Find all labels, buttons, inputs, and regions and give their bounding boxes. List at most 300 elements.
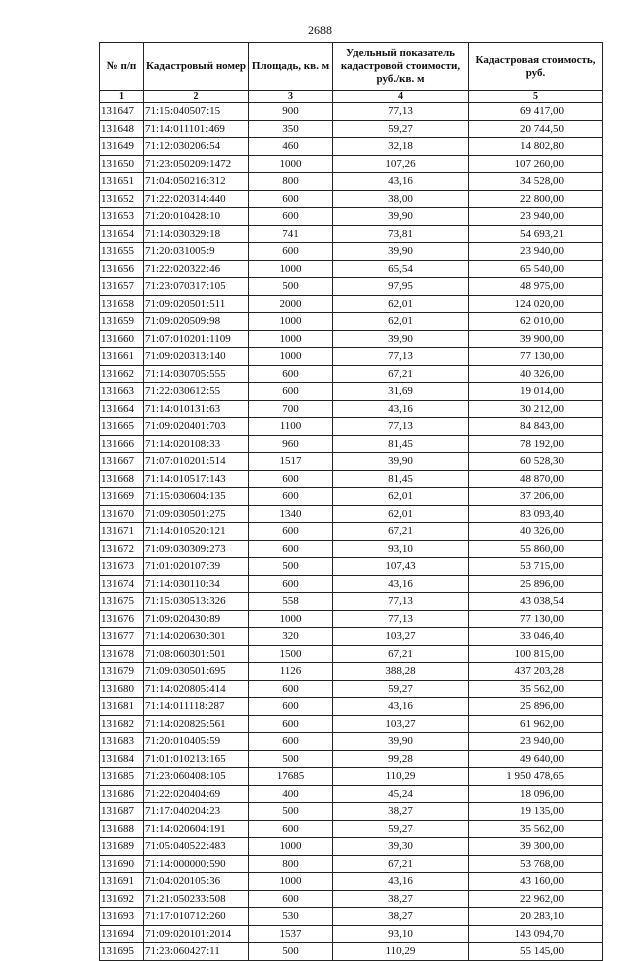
unit-value-cell: 38,27 <box>333 803 469 821</box>
table-row <box>100 400 603 418</box>
table-row <box>100 855 603 873</box>
area-cell: 600 <box>249 715 333 733</box>
unit-value-cell: 39,90 <box>333 243 469 261</box>
area-cell: 17685 <box>249 768 333 786</box>
cadastral-value-cell: 43 038,54 <box>469 593 603 611</box>
unit-value-cell: 39,90 <box>333 330 469 348</box>
table-row <box>100 925 603 943</box>
header-area: Площадь, кв. м <box>249 43 333 91</box>
area-cell: 1000 <box>249 610 333 628</box>
area-cell: 700 <box>249 400 333 418</box>
cadastral-number-cell: 71:14:030705:555 <box>144 365 249 383</box>
cadastral-value-cell: 49 640,00 <box>469 750 603 768</box>
area-cell: 600 <box>249 488 333 506</box>
unit-value-cell: 110,29 <box>333 768 469 786</box>
table-row <box>100 575 603 593</box>
cadastral-number-cell: 71:09:020501:511 <box>144 295 249 313</box>
area-cell: 960 <box>249 435 333 453</box>
row-number-cell: 131680 <box>100 680 144 698</box>
table-row <box>100 610 603 628</box>
row-number-cell: 131656 <box>100 260 144 278</box>
cadastral-number-cell: 71:09:020509:98 <box>144 313 249 331</box>
cadastral-number-cell: 71:15:030513:326 <box>144 593 249 611</box>
cadastral-number-cell: 71:07:010201:514 <box>144 453 249 471</box>
area-cell: 500 <box>249 278 333 296</box>
unit-value-cell: 388,28 <box>333 663 469 681</box>
cadastral-value-cell: 48 975,00 <box>469 278 603 296</box>
unit-value-cell: 38,00 <box>333 190 469 208</box>
cadastral-number-cell: 71:09:020401:703 <box>144 418 249 436</box>
cadastral-number-cell: 71:20:010405:59 <box>144 733 249 751</box>
table-row <box>100 558 603 576</box>
cadastral-value-cell: 65 540,00 <box>469 260 603 278</box>
table-row <box>100 225 603 243</box>
row-number-cell: 131694 <box>100 925 144 943</box>
unit-value-cell: 73,81 <box>333 225 469 243</box>
cadastral-value-cell: 34 528,00 <box>469 173 603 191</box>
area-cell: 1000 <box>249 313 333 331</box>
row-number-cell: 131648 <box>100 120 144 138</box>
table-row <box>100 663 603 681</box>
area-cell: 558 <box>249 593 333 611</box>
row-number-cell: 131665 <box>100 418 144 436</box>
area-cell: 1537 <box>249 925 333 943</box>
row-number-cell: 131687 <box>100 803 144 821</box>
unit-value-cell: 81,45 <box>333 435 469 453</box>
area-cell: 1000 <box>249 260 333 278</box>
table-row <box>100 365 603 383</box>
cadastral-value-cell: 23 940,00 <box>469 243 603 261</box>
cadastral-number-cell: 71:22:030612:55 <box>144 383 249 401</box>
header-cadastral-value: Кадастровая стоимость, руб. <box>469 43 603 91</box>
row-number-cell: 131688 <box>100 820 144 838</box>
row-number-cell: 131668 <box>100 470 144 488</box>
unit-value-cell: 77,13 <box>333 103 469 121</box>
cadastral-number-cell: 71:22:020322:46 <box>144 260 249 278</box>
cadastral-number-cell: 71:15:030604:135 <box>144 488 249 506</box>
area-cell: 530 <box>249 908 333 926</box>
cadastral-number-cell: 71:09:030501:275 <box>144 505 249 523</box>
area-cell: 600 <box>249 190 333 208</box>
unit-value-cell: 67,21 <box>333 855 469 873</box>
table-row <box>100 785 603 803</box>
area-cell: 500 <box>249 943 333 961</box>
header-unit-value: Удельный показатель кадастровой стоимости, руб./кв. м <box>333 43 469 91</box>
table-row <box>100 348 603 366</box>
row-number-cell: 131685 <box>100 768 144 786</box>
unit-value-cell: 31,69 <box>333 383 469 401</box>
row-number-cell: 131673 <box>100 558 144 576</box>
row-number-cell: 131689 <box>100 838 144 856</box>
cadastral-value-cell: 55 860,00 <box>469 540 603 558</box>
cadastral-number-cell: 71:14:030110:34 <box>144 575 249 593</box>
cadastral-number-cell: 71:23:050209:1472 <box>144 155 249 173</box>
cadastral-value-cell: 23 940,00 <box>469 208 603 226</box>
cadastral-number-cell: 71:22:020314:440 <box>144 190 249 208</box>
area-cell: 500 <box>249 750 333 768</box>
row-number-cell: 131670 <box>100 505 144 523</box>
cadastral-number-cell: 71:14:020630:301 <box>144 628 249 646</box>
area-cell: 500 <box>249 803 333 821</box>
area-cell: 600 <box>249 365 333 383</box>
row-number-cell: 131657 <box>100 278 144 296</box>
table-row <box>100 540 603 558</box>
table-row <box>100 908 603 926</box>
area-cell: 800 <box>249 855 333 873</box>
table-row <box>100 278 603 296</box>
area-cell: 350 <box>249 120 333 138</box>
row-number-cell: 131678 <box>100 645 144 663</box>
unit-value-cell: 62,01 <box>333 488 469 506</box>
cadastral-value-cell: 19 014,00 <box>469 383 603 401</box>
cadastral-value-cell: 77 130,00 <box>469 610 603 628</box>
area-cell: 600 <box>249 383 333 401</box>
row-number-cell: 131677 <box>100 628 144 646</box>
row-number-cell: 131661 <box>100 348 144 366</box>
row-number-cell: 131690 <box>100 855 144 873</box>
table-row <box>100 138 603 156</box>
cadastral-value-table <box>99 42 603 961</box>
area-cell: 1517 <box>249 453 333 471</box>
cadastral-value-cell: 22 800,00 <box>469 190 603 208</box>
cadastral-value-cell: 53 715,00 <box>469 558 603 576</box>
cadastral-number-cell: 71:14:011101:469 <box>144 120 249 138</box>
area-cell: 1000 <box>249 348 333 366</box>
cadastral-value-cell: 37 206,00 <box>469 488 603 506</box>
unit-value-cell: 43,16 <box>333 575 469 593</box>
cadastral-value-cell: 30 212,00 <box>469 400 603 418</box>
cadastral-number-cell: 71:04:050216:312 <box>144 173 249 191</box>
table-row <box>100 750 603 768</box>
unit-value-cell: 107,43 <box>333 558 469 576</box>
unit-value-cell: 59,27 <box>333 820 469 838</box>
table-header-row <box>100 43 603 91</box>
area-cell: 1000 <box>249 155 333 173</box>
header-cadastral-number: Кадастровый номер <box>144 43 249 91</box>
cadastral-number-cell: 71:01:010213:165 <box>144 750 249 768</box>
cadastral-value-cell: 61 962,00 <box>469 715 603 733</box>
unit-value-cell: 77,13 <box>333 418 469 436</box>
row-number-cell: 131695 <box>100 943 144 961</box>
row-number-cell: 131647 <box>100 103 144 121</box>
cadastral-value-cell: 18 096,00 <box>469 785 603 803</box>
cadastral-number-cell: 71:23:060408:105 <box>144 768 249 786</box>
cadastral-value-cell: 19 135,00 <box>469 803 603 821</box>
unit-value-cell: 99,28 <box>333 750 469 768</box>
cadastral-value-cell: 22 962,00 <box>469 890 603 908</box>
unit-value-cell: 43,16 <box>333 400 469 418</box>
cadastral-number-cell: 71:14:020604:191 <box>144 820 249 838</box>
area-cell: 600 <box>249 575 333 593</box>
cadastral-value-cell: 14 802,80 <box>469 138 603 156</box>
unit-value-cell: 38,27 <box>333 890 469 908</box>
table-row <box>100 173 603 191</box>
row-number-cell: 131691 <box>100 873 144 891</box>
unit-value-cell: 45,24 <box>333 785 469 803</box>
unit-value-cell: 77,13 <box>333 593 469 611</box>
unit-value-cell: 107,26 <box>333 155 469 173</box>
table-row <box>100 873 603 891</box>
cadastral-value-cell: 143 094,70 <box>469 925 603 943</box>
cadastral-value-cell: 35 562,00 <box>469 820 603 838</box>
unit-value-cell: 77,13 <box>333 610 469 628</box>
column-number: 1 <box>100 91 144 103</box>
row-number-cell: 131662 <box>100 365 144 383</box>
cadastral-value-cell: 25 896,00 <box>469 698 603 716</box>
row-number-cell: 131684 <box>100 750 144 768</box>
header-row-number: № п/п <box>100 43 144 91</box>
area-cell: 600 <box>249 208 333 226</box>
area-cell: 600 <box>249 243 333 261</box>
cadastral-value-cell: 62 010,00 <box>469 313 603 331</box>
row-number-cell: 131692 <box>100 890 144 908</box>
cadastral-value-cell: 25 896,00 <box>469 575 603 593</box>
table-row <box>100 680 603 698</box>
unit-value-cell: 97,95 <box>333 278 469 296</box>
table-row <box>100 768 603 786</box>
table-row <box>100 418 603 436</box>
table-row <box>100 295 603 313</box>
cadastral-number-cell: 71:14:020825:561 <box>144 715 249 733</box>
cadastral-value-cell: 69 417,00 <box>469 103 603 121</box>
table-row <box>100 243 603 261</box>
area-cell: 600 <box>249 733 333 751</box>
table-row <box>100 523 603 541</box>
cadastral-number-cell: 71:21:050233:508 <box>144 890 249 908</box>
area-cell: 600 <box>249 540 333 558</box>
row-number-cell: 131664 <box>100 400 144 418</box>
area-cell: 1100 <box>249 418 333 436</box>
table-row <box>100 505 603 523</box>
unit-value-cell: 67,21 <box>333 523 469 541</box>
cadastral-number-cell: 71:14:020108:33 <box>144 435 249 453</box>
cadastral-number-cell: 71:01:020107:39 <box>144 558 249 576</box>
row-number-cell: 131651 <box>100 173 144 191</box>
cadastral-number-cell: 71:23:070317:105 <box>144 278 249 296</box>
table-row <box>100 943 603 961</box>
area-cell: 1340 <box>249 505 333 523</box>
unit-value-cell: 65,54 <box>333 260 469 278</box>
table-row <box>100 260 603 278</box>
cadastral-number-cell: 71:09:020313:140 <box>144 348 249 366</box>
cadastral-number-cell: 71:14:011118:287 <box>144 698 249 716</box>
cadastral-value-cell: 20 283,10 <box>469 908 603 926</box>
cadastral-value-cell: 43 160,00 <box>469 873 603 891</box>
table-row <box>100 838 603 856</box>
row-number-cell: 131676 <box>100 610 144 628</box>
cadastral-value-cell: 107 260,00 <box>469 155 603 173</box>
table-row <box>100 190 603 208</box>
row-number-cell: 131653 <box>100 208 144 226</box>
row-number-cell: 131654 <box>100 225 144 243</box>
cadastral-number-cell: 71:05:040522:483 <box>144 838 249 856</box>
row-number-cell: 131655 <box>100 243 144 261</box>
cadastral-number-cell: 71:09:030309:273 <box>144 540 249 558</box>
cadastral-value-cell: 1 950 478,65 <box>469 768 603 786</box>
row-number-cell: 131669 <box>100 488 144 506</box>
cadastral-value-cell: 23 940,00 <box>469 733 603 751</box>
area-cell: 600 <box>249 470 333 488</box>
unit-value-cell: 59,27 <box>333 680 469 698</box>
table-row <box>100 120 603 138</box>
table-row <box>100 593 603 611</box>
cadastral-value-cell: 124 020,00 <box>469 295 603 313</box>
column-number: 2 <box>144 91 249 103</box>
table-row <box>100 715 603 733</box>
unit-value-cell: 59,27 <box>333 120 469 138</box>
unit-value-cell: 62,01 <box>333 505 469 523</box>
unit-value-cell: 67,21 <box>333 365 469 383</box>
unit-value-cell: 32,18 <box>333 138 469 156</box>
cadastral-value-cell: 100 815,00 <box>469 645 603 663</box>
table-row <box>100 803 603 821</box>
cadastral-value-cell: 54 693,21 <box>469 225 603 243</box>
area-cell: 800 <box>249 173 333 191</box>
area-cell: 600 <box>249 820 333 838</box>
cadastral-value-cell: 84 843,00 <box>469 418 603 436</box>
row-number-cell: 131675 <box>100 593 144 611</box>
cadastral-value-cell: 35 562,00 <box>469 680 603 698</box>
row-number-cell: 131649 <box>100 138 144 156</box>
area-cell: 400 <box>249 785 333 803</box>
area-cell: 500 <box>249 558 333 576</box>
unit-value-cell: 103,27 <box>333 628 469 646</box>
table-row <box>100 208 603 226</box>
row-number-cell: 131663 <box>100 383 144 401</box>
cadastral-value-cell: 77 130,00 <box>469 348 603 366</box>
table-body <box>100 103 603 961</box>
row-number-cell: 131660 <box>100 330 144 348</box>
cadastral-value-cell: 60 528,30 <box>469 453 603 471</box>
row-number-cell: 131672 <box>100 540 144 558</box>
page-number: 2688 <box>308 23 332 37</box>
cadastral-number-cell: 71:09:020101:2014 <box>144 925 249 943</box>
unit-value-cell: 39,90 <box>333 733 469 751</box>
cadastral-value-cell: 78 192,00 <box>469 435 603 453</box>
area-cell: 600 <box>249 523 333 541</box>
table-row <box>100 155 603 173</box>
table-row <box>100 383 603 401</box>
cadastral-number-cell: 71:14:030329:18 <box>144 225 249 243</box>
unit-value-cell: 93,10 <box>333 925 469 943</box>
cadastral-value-cell: 33 046,40 <box>469 628 603 646</box>
row-number-cell: 131666 <box>100 435 144 453</box>
cadastral-number-cell: 71:17:010712:260 <box>144 908 249 926</box>
table-row <box>100 435 603 453</box>
column-number: 3 <box>249 91 333 103</box>
area-cell: 600 <box>249 680 333 698</box>
table-row <box>100 645 603 663</box>
table-row <box>100 733 603 751</box>
cadastral-number-cell: 71:08:060301:501 <box>144 645 249 663</box>
cadastral-number-cell: 71:20:010428:10 <box>144 208 249 226</box>
unit-value-cell: 39,30 <box>333 838 469 856</box>
unit-value-cell: 38,27 <box>333 908 469 926</box>
row-number-cell: 131682 <box>100 715 144 733</box>
unit-value-cell: 67,21 <box>333 645 469 663</box>
unit-value-cell: 39,90 <box>333 208 469 226</box>
row-number-cell: 131658 <box>100 295 144 313</box>
row-number-cell: 131671 <box>100 523 144 541</box>
area-cell: 600 <box>249 698 333 716</box>
row-number-cell: 131652 <box>100 190 144 208</box>
table-row <box>100 628 603 646</box>
unit-value-cell: 39,90 <box>333 453 469 471</box>
unit-value-cell: 43,16 <box>333 873 469 891</box>
unit-value-cell: 81,45 <box>333 470 469 488</box>
cadastral-value-cell: 53 768,00 <box>469 855 603 873</box>
cadastral-number-cell: 71:15:040507:15 <box>144 103 249 121</box>
cadastral-number-cell: 71:22:020404:69 <box>144 785 249 803</box>
unit-value-cell: 110,29 <box>333 943 469 961</box>
cadastral-number-cell: 71:14:010517:143 <box>144 470 249 488</box>
row-number-cell: 131650 <box>100 155 144 173</box>
column-number: 4 <box>333 91 469 103</box>
cadastral-number-cell: 71:04:020105:36 <box>144 873 249 891</box>
cadastral-number-cell: 71:23:060427:11 <box>144 943 249 961</box>
table-row <box>100 470 603 488</box>
column-number: 5 <box>469 91 603 103</box>
area-cell: 741 <box>249 225 333 243</box>
row-number-cell: 131693 <box>100 908 144 926</box>
unit-value-cell: 62,01 <box>333 295 469 313</box>
row-number-cell: 131659 <box>100 313 144 331</box>
row-number-cell: 131679 <box>100 663 144 681</box>
cadastral-value-cell: 40 326,00 <box>469 523 603 541</box>
table-row <box>100 698 603 716</box>
cadastral-value-cell: 437 203,28 <box>469 663 603 681</box>
unit-value-cell: 103,27 <box>333 715 469 733</box>
area-cell: 1126 <box>249 663 333 681</box>
area-cell: 1000 <box>249 873 333 891</box>
cadastral-number-cell: 71:07:010201:1109 <box>144 330 249 348</box>
cadastral-number-cell: 71:14:000000:590 <box>144 855 249 873</box>
table-row <box>100 313 603 331</box>
table-row <box>100 453 603 471</box>
unit-value-cell: 43,16 <box>333 173 469 191</box>
cadastral-number-cell: 71:12:030206:54 <box>144 138 249 156</box>
row-number-cell: 131681 <box>100 698 144 716</box>
table-row <box>100 330 603 348</box>
cadastral-value-cell: 20 744,50 <box>469 120 603 138</box>
cadastral-value-cell: 39 300,00 <box>469 838 603 856</box>
cadastral-number-cell: 71:09:030501:695 <box>144 663 249 681</box>
cadastral-value-cell: 40 326,00 <box>469 365 603 383</box>
cadastral-number-cell: 71:09:020430:89 <box>144 610 249 628</box>
row-number-cell: 131683 <box>100 733 144 751</box>
area-cell: 1500 <box>249 645 333 663</box>
cadastral-value-cell: 48 870,00 <box>469 470 603 488</box>
cadastral-number-cell: 71:14:010520:121 <box>144 523 249 541</box>
unit-value-cell: 43,16 <box>333 698 469 716</box>
area-cell: 460 <box>249 138 333 156</box>
cadastral-value-cell: 55 145,00 <box>469 943 603 961</box>
cadastral-value-cell: 39 900,00 <box>469 330 603 348</box>
area-cell: 1000 <box>249 330 333 348</box>
unit-value-cell: 93,10 <box>333 540 469 558</box>
area-cell: 1000 <box>249 838 333 856</box>
table-row <box>100 103 603 121</box>
area-cell: 900 <box>249 103 333 121</box>
area-cell: 600 <box>249 890 333 908</box>
table-row <box>100 488 603 506</box>
column-number-row <box>100 91 603 103</box>
row-number-cell: 131674 <box>100 575 144 593</box>
cadastral-number-cell: 71:20:031005:9 <box>144 243 249 261</box>
cadastral-number-cell: 71:14:010131:63 <box>144 400 249 418</box>
row-number-cell: 131667 <box>100 453 144 471</box>
cadastral-value-cell: 83 093,40 <box>469 505 603 523</box>
